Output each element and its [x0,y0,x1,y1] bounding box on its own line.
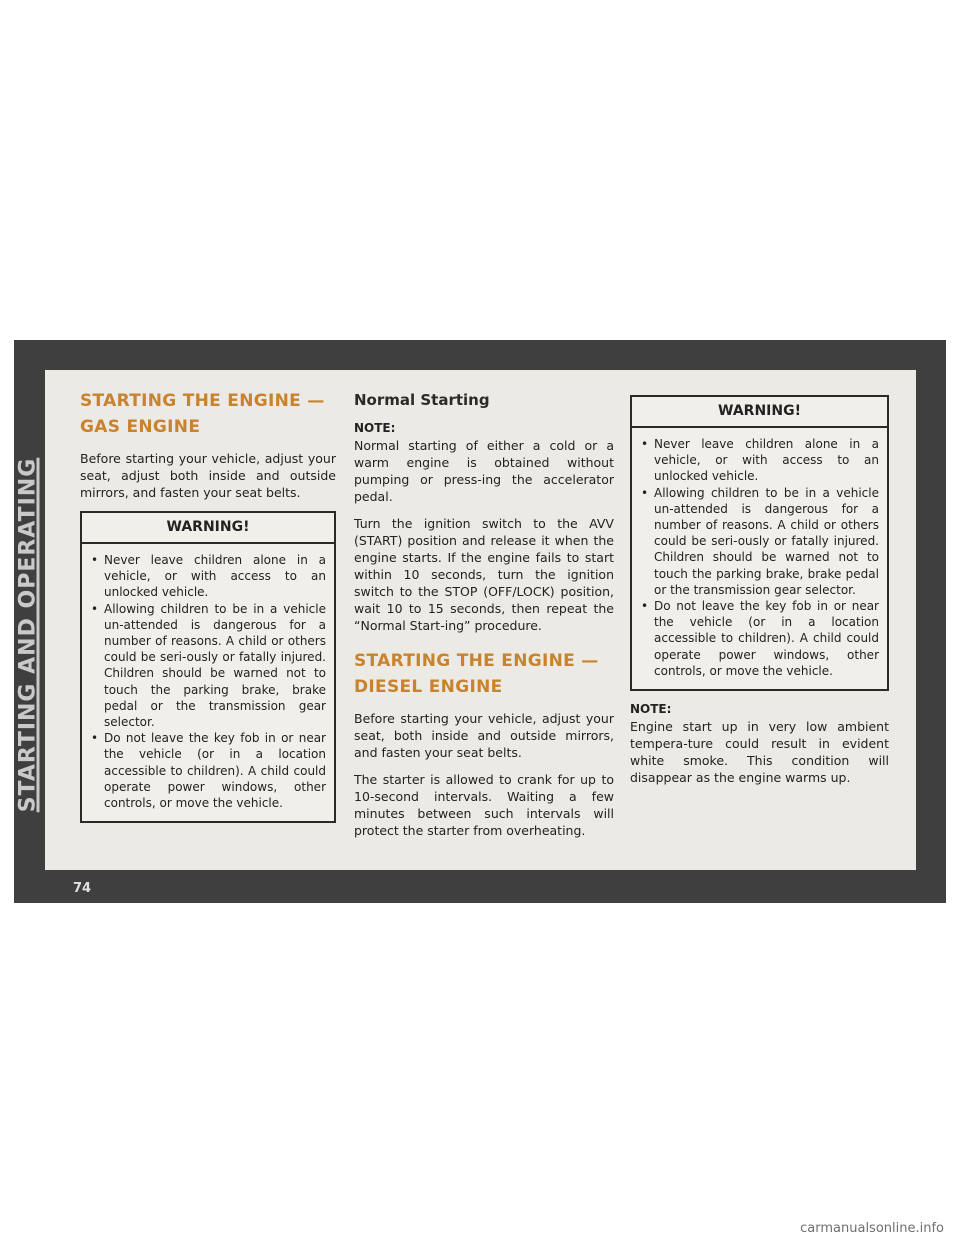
warning-box [630,395,889,691]
warning-item: • Do not leave the key fob in or near the vehicle (or in a location accessible to children). A child could operate power windows, other controls, or move the vehicle. [640,598,879,679]
diesel-intro: Before starting your vehicle, adjust your seat, both inside and outside mirrors, and fasten your seat belts. [354,711,614,760]
warning-item: • Allowing children to be in a vehicle un-attended is dangerous for a number of reasons. A child or others could be seri-ously or fatally injured. Children should be warned not to touch the parking brake, brake pedal or the transmission gear selector. [640,485,879,598]
starter-paragraph: The starter is allowed to crank for up to 10-second intervals. Waiting a few minutes between such intervals will protect the starter from overheating. [354,772,614,838]
warning-box [80,511,336,823]
note-text: Engine start up in very low ambient tempera-ture could result in evident white smoke. This condition will disappear as the engine warms up. [630,719,889,786]
column-right [630,395,889,796]
note-label: NOTE: [354,421,396,435]
warning-item: • Do not leave the key fob in or near the vehicle (or in a location accessible to children). A child could operate power windows, other controls, or move the vehicle. [90,730,326,811]
warning-item: • Never leave children alone in a vehicle, or with access to an unlocked vehicle. [640,436,879,485]
warning-item: • Allowing children to be in a vehicle un-attended is dangerous for a number of reasons. A child or others could be seri-ously or fatally injured. Children should be warned not to touch the parking brake, brake pedal or the transmission gear selector. [90,601,326,731]
note-label: NOTE: [630,702,672,717]
note-text: Normal starting of either a cold or a warm engine is obtained without pumping or press-ing the accelerator pedal. [354,438,614,504]
warning-list [90,552,326,811]
ignition-paragraph: Turn the ignition switch to the AVV (START) position and release it when the engine starts. If the engine fails to start within 10 seconds, turn the ignition switch to the STOP (OFF/LOCK) position, wait 10 to 15 seconds, then repeat the “Normal Start-ing” procedure. [354,516,614,633]
gas-engine-intro: Before starting your vehicle, adjust your seat, adjust both inside and outside mirrors, and fasten your seat belts. [80,451,336,500]
page-number: 74 [73,881,92,896]
warning-item: • Never leave children alone in a vehicle, or with access to an unlocked vehicle. [90,552,326,601]
footer-watermark[interactable]: carmanualsonline.info [800,1221,944,1236]
diesel-engine-heading: STARTING THE ENGINE — DIESEL ENGINE [354,651,599,697]
warning-title: WARNING! [632,397,887,428]
column-left [80,388,336,823]
gas-engine-heading: STARTING THE ENGINE — GAS ENGINE [80,391,325,437]
section-side-label: STARTING AND OPERATING [15,457,41,813]
warning-title: WARNING! [82,513,334,544]
column-middle [354,390,614,849]
normal-starting-heading: Normal Starting [354,391,490,409]
warning-list [640,436,879,679]
